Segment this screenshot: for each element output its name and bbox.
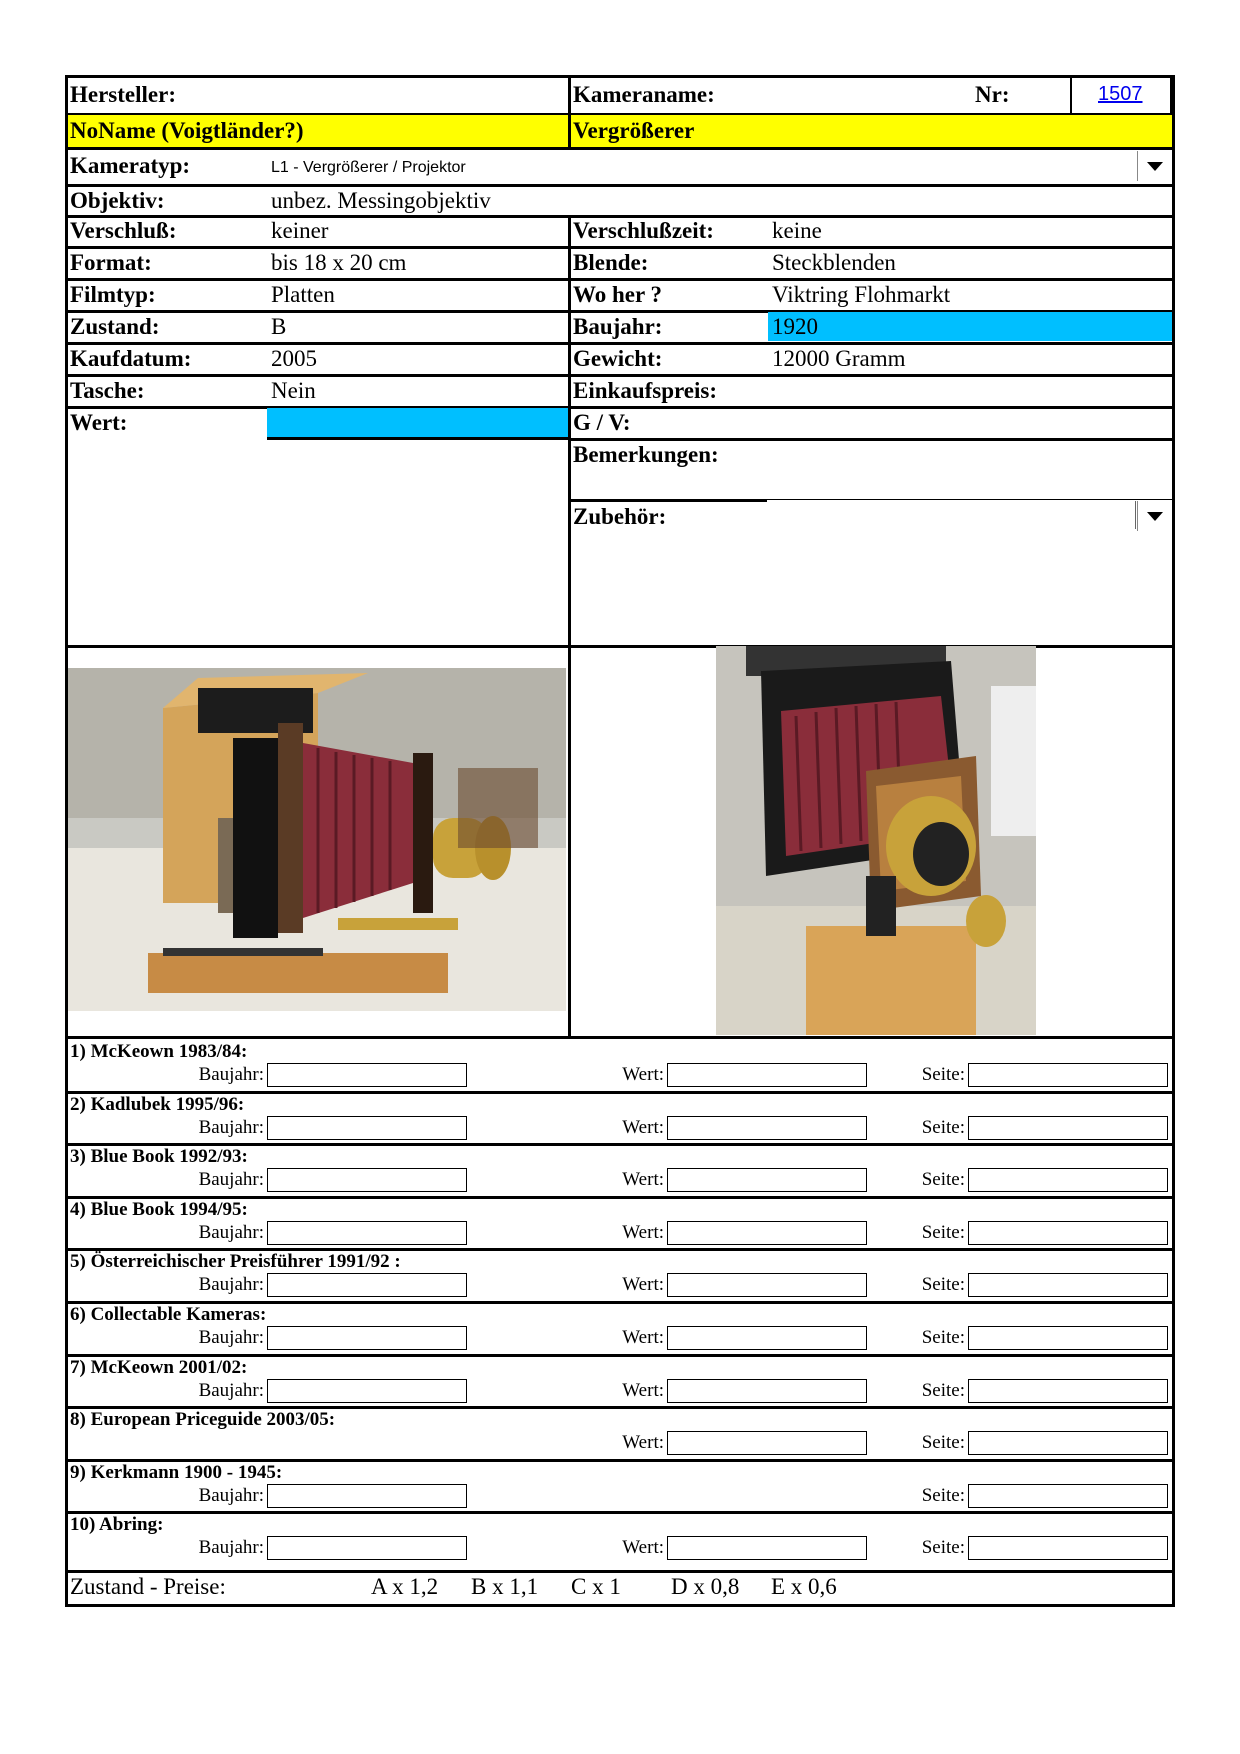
reference-title: 6) Collectable Kameras: [70, 1304, 267, 1325]
reference-title: 10) Abring: [70, 1514, 164, 1536]
chevron-down-icon [1147, 162, 1163, 171]
kameraname-label: Kameraname: [573, 82, 715, 107]
seite-label: Seite: [921, 1221, 965, 1243]
reference-title: 9) Kerkmann 1900 - 1945: [70, 1461, 283, 1483]
field-label-right: Baujahr: [573, 314, 663, 339]
seite-label: Seite: [921, 1064, 965, 1085]
baujahr-highlight [768, 312, 1172, 341]
nr-link[interactable]: 1507 [1098, 83, 1143, 105]
price-factor: D x 0,8 [671, 1574, 740, 1599]
zustand-preise-label: Zustand - Preise: [70, 1574, 226, 1599]
seite-input[interactable] [968, 1063, 1168, 1087]
wert-label: Wert: [622, 1221, 664, 1243]
seite-label: Seite: [921, 1379, 965, 1401]
wert-input[interactable] [667, 1116, 867, 1140]
field-value-left: keiner [271, 218, 329, 243]
field-label-left: Filmtyp: [70, 282, 156, 307]
seite-label: Seite: [921, 1432, 965, 1454]
baujahr-input[interactable] [267, 1379, 467, 1403]
baujahr-input[interactable] [267, 1536, 467, 1560]
chevron-down-icon [1147, 512, 1163, 521]
wert-label: Wert: [622, 1064, 664, 1085]
wert-label: Wert: [622, 1169, 664, 1191]
bemerkungen-label: Bemerkungen: [573, 442, 719, 467]
baujahr-label: Baujahr: [198, 1537, 264, 1559]
wert-label: Wert: [622, 1327, 664, 1348]
seite-label: Seite: [921, 1484, 965, 1506]
wert-label: Wert: [622, 1274, 664, 1296]
field-label-left: Verschluß: [70, 218, 177, 243]
seite-input[interactable] [968, 1431, 1168, 1455]
field-label-right: Verschlußzeit: [573, 218, 714, 243]
baujahr-label: Baujahr: [198, 1484, 264, 1506]
camera-photo-front [716, 646, 1036, 1035]
baujahr-input[interactable] [267, 1484, 467, 1508]
wert-input[interactable] [667, 1221, 867, 1245]
baujahr-input[interactable] [267, 1221, 467, 1245]
field-value-right: Viktring Flohmarkt [772, 282, 951, 307]
hersteller-label: Hersteller: [70, 82, 176, 107]
field-value-left: 2005 [271, 346, 317, 371]
reference-title: 3) Blue Book 1992/93: [70, 1146, 248, 1168]
zubehoer-dropdown[interactable] [1137, 501, 1172, 531]
field-value-left: bis 18 x 20 cm [271, 250, 407, 275]
baujahr-input[interactable] [267, 1116, 467, 1140]
seite-input[interactable] [968, 1326, 1168, 1350]
wert-input[interactable] [667, 1273, 867, 1297]
baujahr-label: Baujahr: [198, 1221, 264, 1243]
seite-label: Seite: [921, 1537, 965, 1559]
reference-title: 4) Blue Book 1994/95: [70, 1198, 248, 1220]
seite-input[interactable] [968, 1536, 1168, 1560]
field-value-left: Nein [271, 378, 316, 403]
seite-label: Seite: [921, 1116, 965, 1138]
wert-label: Wert: [622, 1379, 664, 1401]
baujahr-label: Baujahr: [198, 1064, 264, 1085]
field-label-right: Wo her ? [573, 282, 663, 307]
price-factor: A x 1,2 [371, 1574, 439, 1599]
reference-title: 8) European Priceguide 2003/05: [70, 1409, 336, 1431]
field-label-right: Einkaufspreis: [573, 378, 718, 403]
field-label-left: Tasche: [70, 378, 145, 403]
baujahr-label: Baujahr: [198, 1327, 264, 1348]
wert-input[interactable] [667, 1379, 867, 1403]
seite-label: Seite: [921, 1274, 965, 1296]
wert-input[interactable] [667, 1063, 867, 1087]
reference-title: 1) McKeown 1983/84: [70, 1041, 248, 1062]
price-factor: E x 0,6 [771, 1574, 837, 1599]
nr-label: Nr: [975, 82, 1010, 107]
wert-input[interactable] [667, 1326, 867, 1350]
field-value-left: B [271, 314, 287, 339]
field-label-right: Blende: [573, 250, 649, 275]
seite-label: Seite: [921, 1327, 965, 1348]
wert-label: Wert: [622, 1432, 664, 1454]
field-value-right: Steckblenden [772, 250, 896, 275]
seite-input[interactable] [968, 1116, 1168, 1140]
reference-title: 5) Österreichischer Preisführer 1991/92 : [70, 1251, 401, 1273]
baujahr-label: Baujahr: [198, 1379, 264, 1401]
baujahr-input[interactable] [267, 1273, 467, 1297]
field-value-left: Platten [271, 282, 335, 307]
hersteller-value: NoName (Voigtländer?) [70, 118, 304, 143]
baujahr-label: Baujahr: [198, 1116, 264, 1138]
zubehoer-label: Zubehör: [573, 504, 667, 529]
baujahr-input[interactable] [267, 1063, 467, 1087]
wert-input[interactable] [667, 1431, 867, 1455]
wert-input[interactable] [667, 1168, 867, 1192]
seite-input[interactable] [968, 1168, 1168, 1192]
seite-input[interactable] [968, 1273, 1168, 1297]
field-label-left: Zustand: [70, 314, 160, 339]
kameratyp-dropdown[interactable] [1137, 151, 1172, 181]
seite-input[interactable] [968, 1379, 1168, 1403]
wert-highlight [267, 408, 568, 437]
price-factor: B x 1,1 [471, 1574, 539, 1599]
wert-label: Wert: [622, 1537, 664, 1559]
reference-title: 7) McKeown 2001/02: [70, 1356, 248, 1378]
kameratyp-value[interactable]: L1 - Vergrößerer / Projektor [271, 159, 466, 176]
objektiv-value: unbez. Messingobjektiv [271, 188, 491, 213]
seite-label: Seite: [921, 1169, 965, 1191]
kameratyp-label: Kameratyp: [70, 153, 191, 178]
baujahr-label: Baujahr: [198, 1274, 264, 1296]
baujahr-input[interactable] [267, 1168, 467, 1192]
seite-input[interactable] [968, 1221, 1168, 1245]
field-label-left: Wert: [70, 410, 128, 435]
kameraname-value: Vergrößerer [573, 118, 695, 143]
wert-input[interactable] [667, 1536, 867, 1560]
field-label-left: Kaufdatum: [70, 346, 192, 371]
wert-label: Wert: [622, 1116, 664, 1138]
field-value-right: keine [772, 218, 822, 243]
field-label-left: Format: [70, 250, 152, 275]
field-value-right: 1920 [772, 314, 818, 339]
objektiv-label: Objektiv: [70, 188, 165, 213]
field-label-right: G / V: [573, 410, 631, 435]
camera-photo-side [68, 668, 566, 1011]
baujahr-label: Baujahr: [198, 1169, 264, 1191]
field-value-right: 12000 Gramm [772, 346, 906, 371]
baujahr-input[interactable] [267, 1326, 467, 1350]
seite-input[interactable] [968, 1484, 1168, 1508]
field-label-right: Gewicht: [573, 346, 663, 371]
reference-title: 2) Kadlubek 1995/96: [70, 1093, 245, 1115]
price-factor: C x 1 [571, 1574, 621, 1599]
